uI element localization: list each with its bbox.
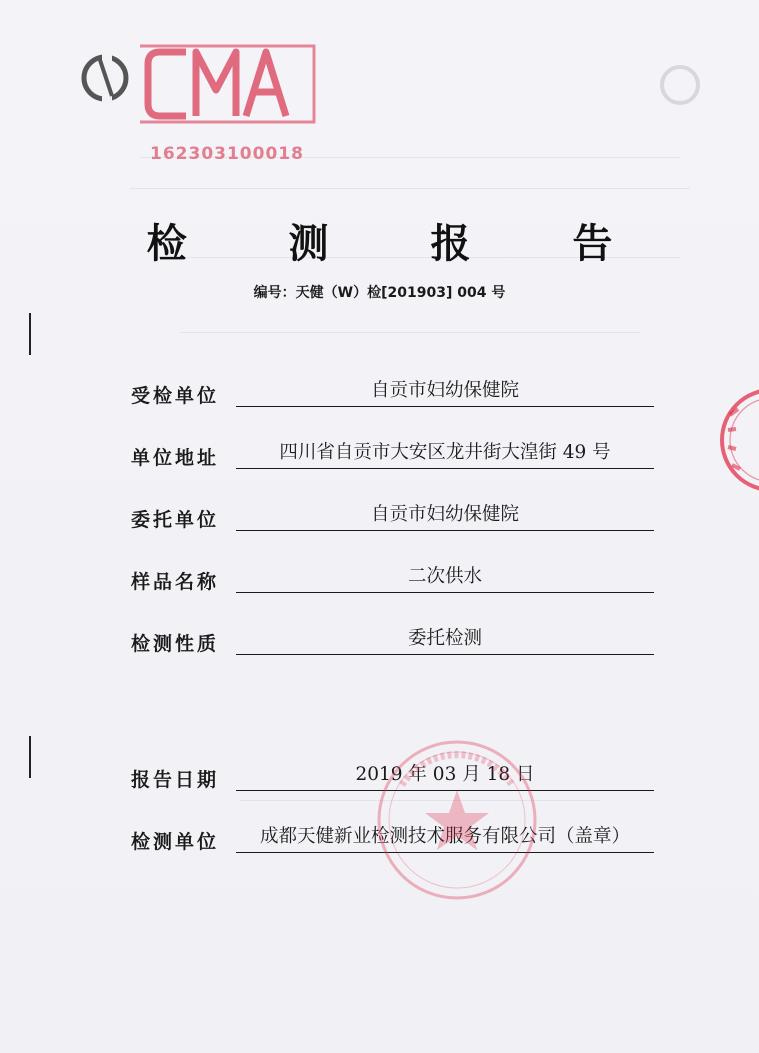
test-type-label: 检测性质 [131,633,220,655]
official-seal-icon [372,735,542,905]
client-unit-value: 自贡市妇幼保健院 [236,500,654,531]
unit-address-value: 四川省自贡市大安区龙井街大湟街 49 号 [236,438,654,469]
report-date-value: 2019 年 03 月 18 日 [236,760,654,791]
sample-name-label: 样品名称 [131,571,220,593]
sample-name-value: 二次供水 [236,562,654,593]
cma-number: 162303100018 [150,144,304,164]
bleed-line [130,188,690,189]
bleed-line [180,332,640,333]
testing-unit-value: 成都天健新业检测技术服务有限公司（盖章） [236,822,654,853]
test-type-value: 委托检测 [236,624,654,655]
client-unit-label: 委托单位 [131,509,220,531]
report-number: 编号：天健（W）检[201903] 004 号 [253,285,506,301]
page-title: 检 测 报 告 [146,221,657,267]
testing-unit-label: 检测单位 [131,831,220,853]
seal-stamp-icon [700,385,759,495]
c-mark-icon [655,60,705,110]
report-date-label: 报告日期 [131,769,220,791]
binding-mark [29,736,31,778]
inspected-unit-label: 受检单位 [131,385,220,407]
unit-address-label: 单位地址 [131,447,220,469]
binding-mark [29,313,31,355]
inspected-unit-value: 自贡市妇幼保健院 [236,376,654,407]
